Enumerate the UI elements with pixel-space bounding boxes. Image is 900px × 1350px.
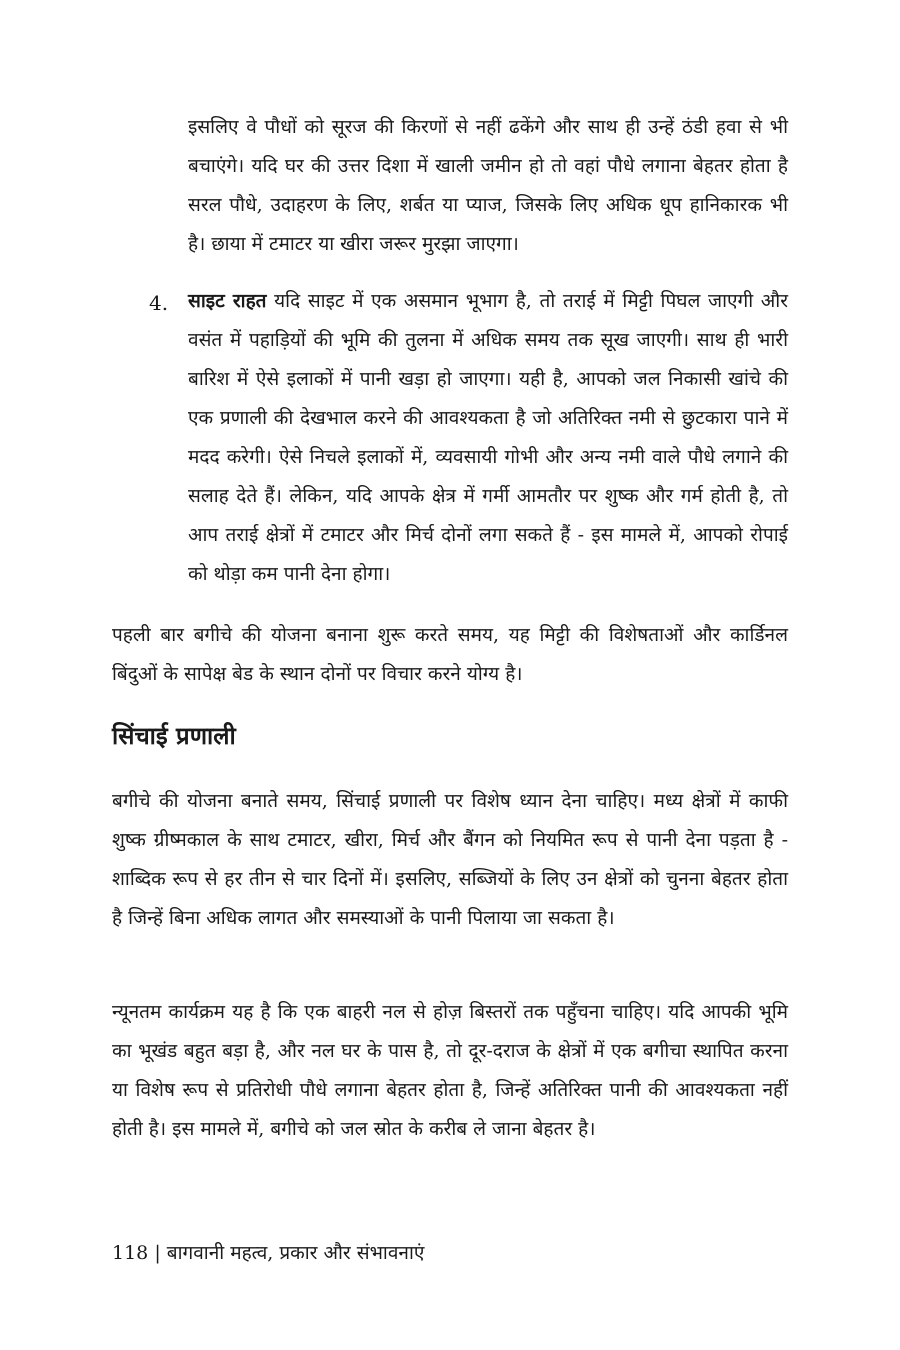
list-item-paragraph: [188, 282, 788, 594]
page-number: 118: [112, 1242, 149, 1264]
page-footer: [112, 1238, 424, 1268]
list-item-number: 4.: [149, 291, 169, 315]
list-item-text: यदि साइट में एक असमान भूभाग है, तो तराई में मिट्टी पिघल जाएगी और वसंत में पहाड़ियों की भूमि की तुलना में अधिक समय तक सूख जाएगी। साथ ही भारी बारिश में ऐसे इलाकों में पानी खड़ा हो जाएगा। यही है, आपको जल निकासी खांचे की एक प्रणाली की देखभाल करने की आवश्यकता है जो अतिरिक्त नमी से छुटकारा पाने में मदद करेगी। ऐसे निचले इलाकों में, व्यवसायी गोभी और अन्य नमी वाले पौधे लगाने की सलाह देते हैं। लेकिन, यदि आपके क्षेत्र में गर्मी आमतौर पर शुष्क और गर्म होती है, तो आप तराई क्षेत्रों में टमाटर और मिर्च दोनों लगा सकते हैं - इस मामले में, आपको रोपाई को थोड़ा कम पानी देना होगा।: [188, 290, 789, 585]
continuation-paragraph: इसलिए वे पौधों को सूरज की किरणों से नहीं ढकेंगे और साथ ही उन्हें ठंडी हवा से भी बचाएंगे। यदि घर की उत्तर दिशा में खाली जमीन हो तो वहां पौधे लगाना बेहतर होता है सरल पौधे, उदाहरण के लिए, शर्बत या प्याज, जिसके लिए अधिक धूप हानिकारक भी है। छाया में टमाटर या खीरा जरूर मुरझा जाएगा।: [188, 116, 788, 255]
list-item-term: साइट राहत: [188, 290, 267, 312]
section-heading: सिंचाई प्रणाली: [112, 721, 236, 750]
irrigation-paragraph-2: न्यूनतम कार्यक्रम यह है कि एक बाहरी नल से होज़ बिस्तरों तक पहुँचना चाहिए। यदि आपकी भूमि का भूखंड बहुत बड़ा है, और नल घर के पास है, तो दूर-दराज के क्षेत्रों में एक बगीचा स्थापित करना या विशेष रूप से प्रतिरोधी पौधे लगाना बेहतर होता है, जिन्हें अतिरिक्त पानी की आवश्यकता नहीं होती है। इस मामले में, बगीचे को जल स्रोत के करीब ले जाना बेहतर है।: [112, 1001, 788, 1140]
summary-paragraph: पहली बार बगीचे की योजना बनाना शुरू करते समय, यह मिट्टी की विशेषताओं और कार्डिनल बिंदुओं के सापेक्ष बेड के स्थान दोनों पर विचार करने योग्य है।: [112, 624, 788, 685]
book-title: बागवानी महत्व, प्रकार और संभावनाएं: [166, 1242, 425, 1264]
footer-separator: |: [154, 1242, 161, 1264]
irrigation-paragraph-1: बगीचे की योजना बनाते समय, सिंचाई प्रणाली पर विशेष ध्यान देना चाहिए। मध्य क्षेत्रों में काफी शुष्क ग्रीष्मकाल के साथ टमाटर, खीरा, मिर्च और बैंगन को नियमित रूप से पानी देना पड़ता है - शाब्दिक रूप से हर तीन से चार दिनों में। इसलिए, सब्जियों के लिए उन क्षेत्रों को चुनना बेहतर होता है जिन्हें बिना अधिक लागत और समस्याओं के पानी पिलाया जा सकता है।: [112, 790, 788, 929]
